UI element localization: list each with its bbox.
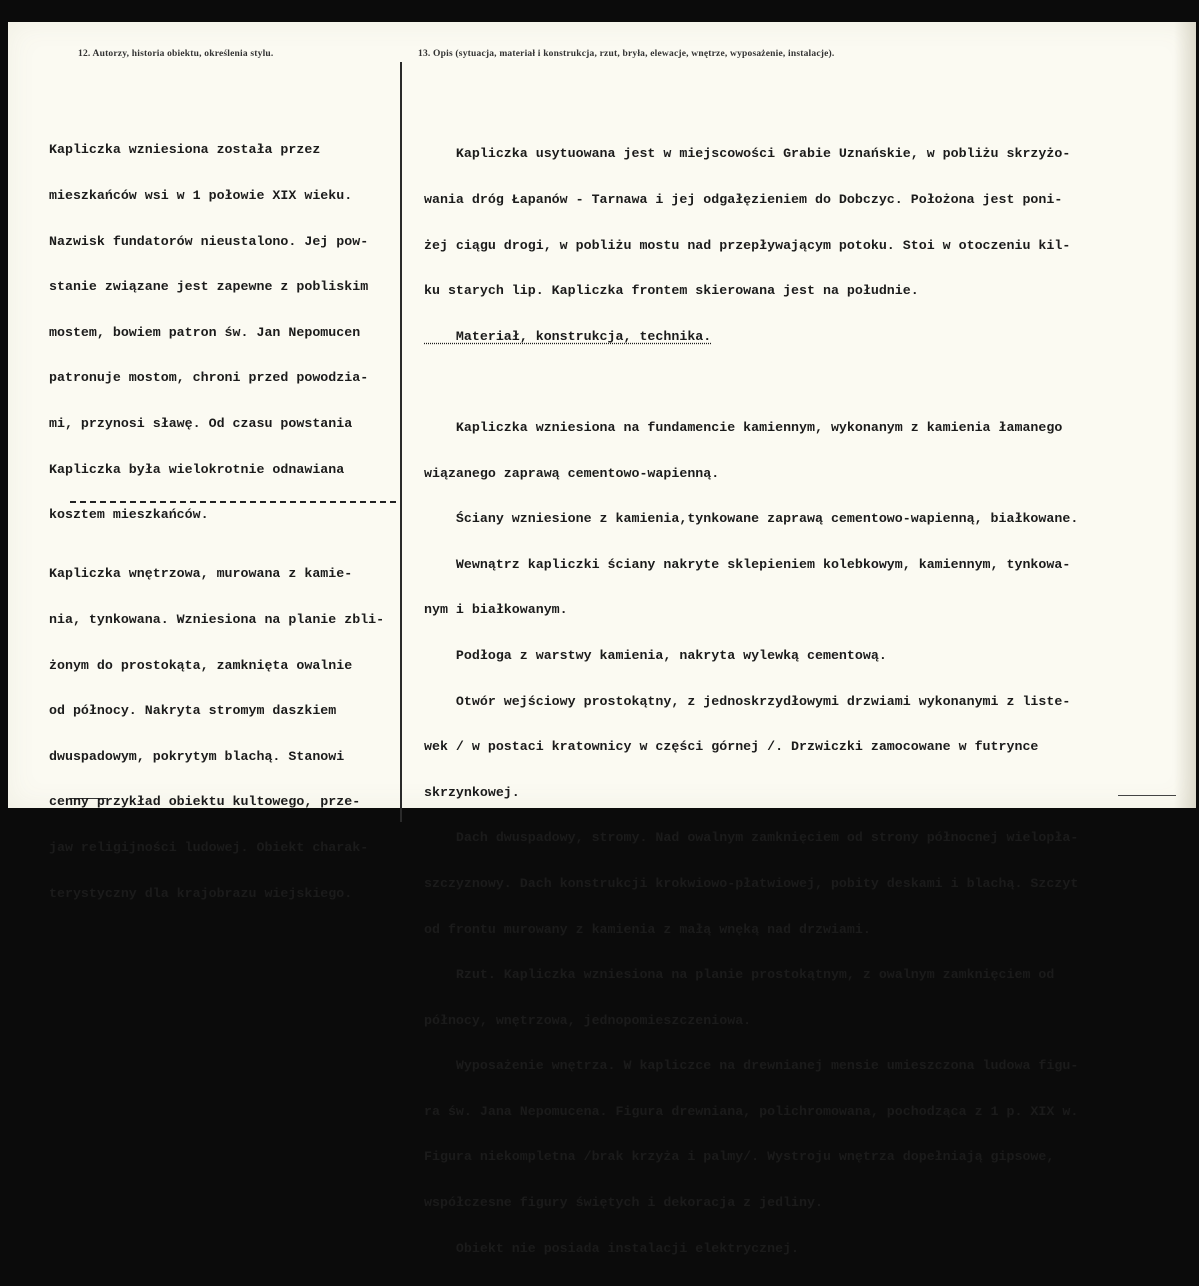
description-text	[424, 116, 1078, 1286]
text-line: współczesne figury świętych i dekoracja z jedliny.	[424, 1195, 823, 1211]
text-line: terystyczny dla krajobrazu wiejskiego.	[49, 885, 353, 901]
column-divider	[400, 62, 402, 822]
text-line: żej ciągu drogi, w pobliżu mostu nad przepływającym potoku. Stoi w otoczeniu kil-	[424, 237, 1071, 253]
text-line: wek / w postaci kratownicy w części górnej /. Drzwiczki zamocowane w futrynce	[424, 739, 1039, 755]
text-line: mieszkańców wsi w 1 połowie XIX wieku.	[49, 188, 353, 203]
text-line: Kapliczka wzniesiona na fundamencie kamiennym, wykonanym z kamienia łamanego	[424, 419, 1063, 435]
text-line: od frontu murowany z kamienia z małą wnęką nad drzwiami.	[424, 921, 871, 937]
right-column-header: 13. Opis (sytuacja, materiał i konstrukcja, rzut, bryła, elewacje, wnętrze, wyposażenie, instalacje).	[418, 49, 835, 59]
bottom-rule-right	[1118, 795, 1176, 796]
text-line: Dach dwuspadowy, stromy. Nad owalnym zamknięciem od strony północnej wielopła-	[424, 830, 1079, 846]
text-line: cenny przykład obiektu kultowego, prze-	[49, 794, 361, 810]
text-line: Kapliczka wnętrzowa, murowana z kamie-	[49, 566, 353, 582]
paper-edge-stain	[1174, 22, 1196, 808]
text-line: Kapliczka wzniesiona została przez	[49, 142, 321, 158]
left-column-header: 12. Autorzy, historia obiektu, określenia stylu.	[78, 49, 274, 59]
text-line: jaw religijności ludowej. Obiekt charak-	[49, 839, 369, 855]
section-line-rzut: Rzut. Kapliczka wzniesiona na planie prostokątnym, z owalnym zamknięciem od	[424, 967, 1055, 983]
text-line: Otwór wejściowy prostokątny, z jednoskrzydłowymi drzwiami wykonanymi z listе-	[424, 693, 1071, 709]
text-line: Wewnątrz kapliczki ściany nakryte sklepieniem kolebkowym, kamiennym, tynkowa-	[424, 556, 1071, 572]
text-line: nia, tynkowana. Wzniesiona na planie zbli-	[49, 612, 385, 627]
text-line: dwuspadowym, pokrytym blachą. Stanowi	[49, 748, 345, 764]
text-line: patronuje mostom, chroni przed powodzia-	[49, 370, 369, 386]
text-line: ra św. Jana Nepomucena. Figura drewniana, polichromowana, pochodząca z 1 p. XIX w.	[424, 1103, 1079, 1119]
section-heading-material: Materiał, konstrukcja, technika.	[424, 328, 712, 344]
history-text	[49, 112, 368, 553]
text-line: stanie związane jest zapewne z pobliskim	[49, 279, 369, 295]
summary-text	[49, 536, 384, 931]
text-line	[424, 374, 1078, 389]
text-line: kosztem mieszkańców.	[49, 507, 209, 523]
text-line: wania dróg Łapanów - Tarnawa i jej odgałęzieniem do Dobczyc. Położona jest poni-	[424, 192, 1063, 207]
section-line-wyposazenie: Wyposażenie wnętrza. W kapliczce na drewnianej mensie umieszczona ludowa figu-	[424, 1058, 1079, 1074]
document-sheet	[8, 22, 1196, 1256]
text-line: Ściany wzniesione z kamienia,tynkowane zaprawą cementowo-wapienną, białkowane.	[424, 511, 1079, 527]
text-line: wiązanego zaprawą cementowo-wapienną.	[424, 465, 720, 481]
text-line: Obiekt nie posiada instalacji elektrycznej.	[424, 1240, 800, 1256]
text-line: od północy. Nakryta stromym daszkiem	[49, 703, 337, 719]
text-line: Kapliczka była wielokrotnie odnawiana	[49, 461, 345, 477]
text-line: nym i białkowanym.	[424, 602, 568, 618]
text-line: mi, przynosi sławę. Od czasu powstania	[49, 415, 353, 431]
text-line: Nazwisk fundatorów nieustalono. Jej pow-	[49, 233, 369, 249]
text-line: skrzynkowej.	[424, 784, 520, 800]
text-line: Kapliczka usytuowana jest w miejscowości Grabie Uznańskie, w pobliżu skrzyżo-	[424, 146, 1071, 162]
text-line: mostem, bowiem patron św. Jan Nepomucen	[49, 324, 361, 340]
text-line: północy, wnętrzowa, jednopomieszczeniowa.	[424, 1012, 752, 1028]
text-line: ku starych lip. Kapliczka frontem skierowana jest na południe.	[424, 283, 919, 299]
text-line: szczyznowy. Dach konstrukcji krokwiowo-płatwiowej, pobity deskami i blachą. Szczyt	[424, 875, 1079, 891]
text-line: Podłoga z warstwy kamienia, nakryta wylewką cementową.	[424, 647, 887, 663]
text-line: żonym do prostokąta, zamknięta owalnie	[49, 657, 353, 673]
text-line: Figura niekompletna /brak krzyża i palmy/. Wystroju wnętrza dopełniają gipsowe,	[424, 1149, 1055, 1165]
